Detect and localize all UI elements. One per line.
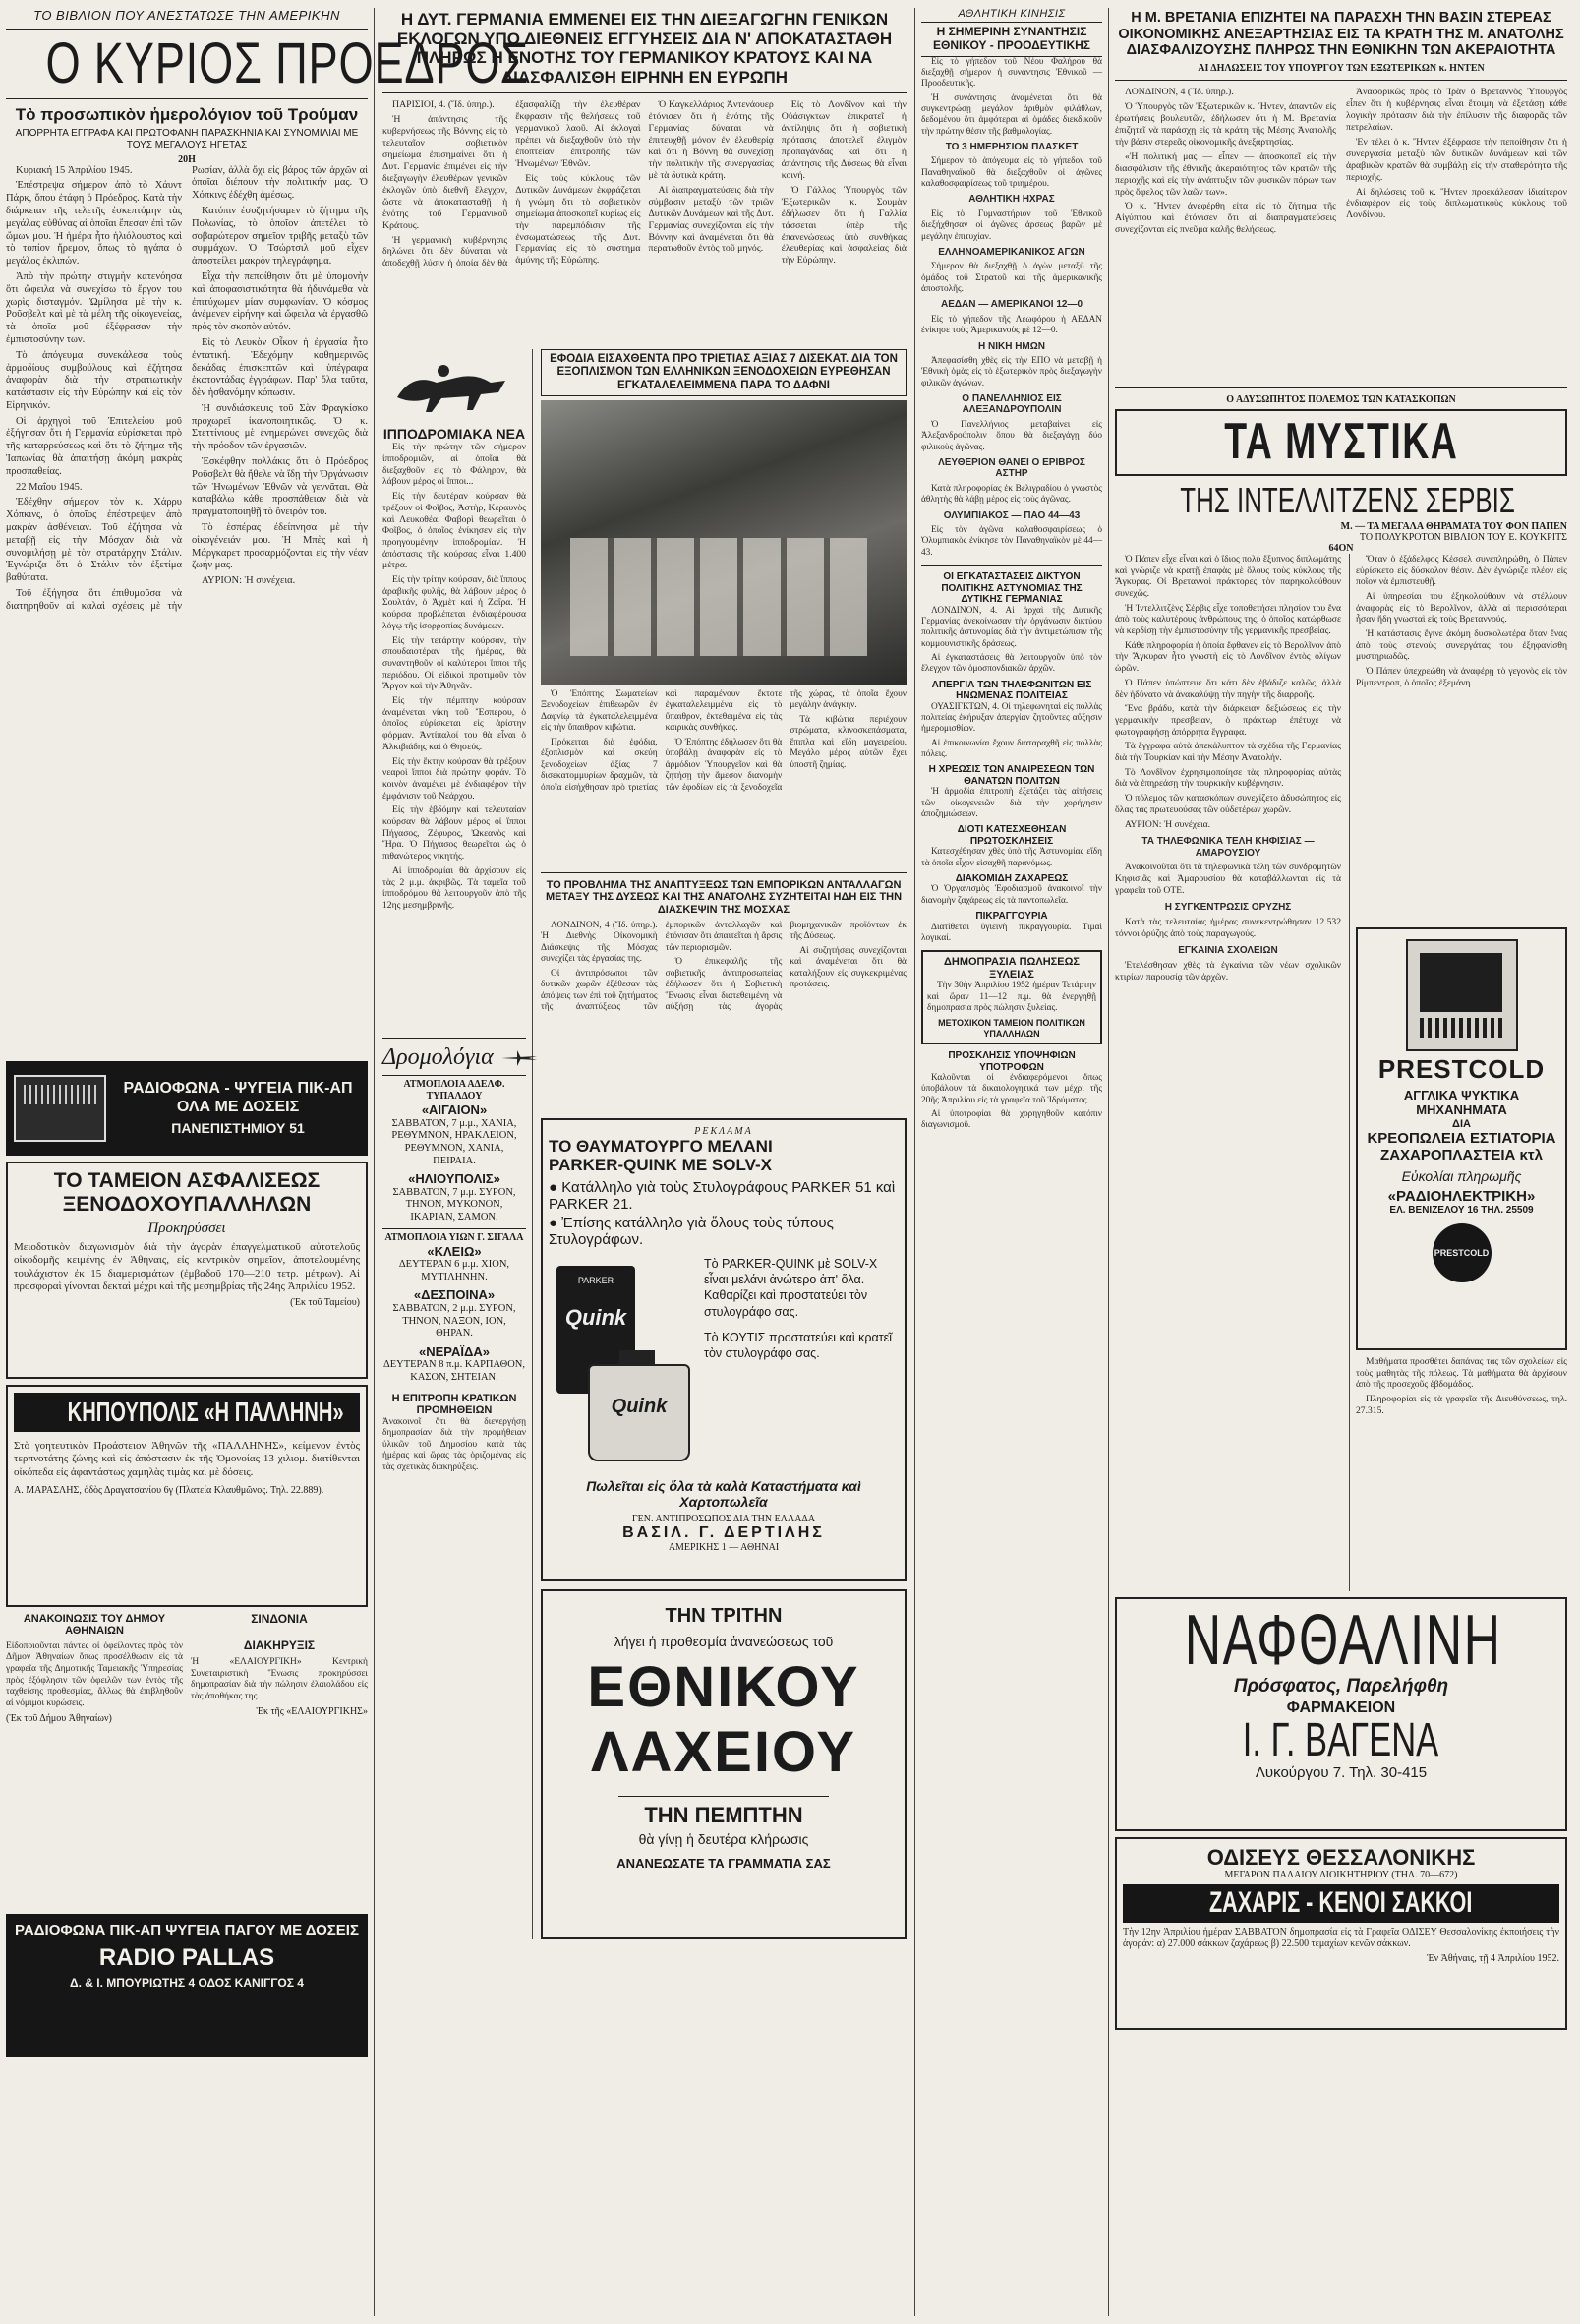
sindonia-title: ΣΙΝΔΟΝΙΑ [251, 1611, 308, 1626]
radio-pallas-name: RADIO PALLAS [98, 1943, 275, 1971]
dromologia-title: Δρομολόγια [382, 1044, 494, 1071]
parker-koutis: Τὸ ΚΟΥΤΙΣ προστατεύει καὶ κρατεῖ τὸν στυλογράφο σας. [704, 1330, 892, 1361]
h-plaket: ΤΟ 3 ΗΜΕΡΗΣΙΟΝ ΠΛΑΣΚΕΤ [945, 141, 1079, 152]
h-dimoprasia-sub: ΜΕΤΟΧΙΚΟΝ ΤΑΜΕΙΟΝ ΠΟΛΙΤΙΚΩΝ ΥΠΑΛΛΗΛΩΝ [938, 1018, 1085, 1039]
ship-name: «ΚΛΕΙΩ» [427, 1243, 482, 1259]
h-panellinios: Ο ΠΑΝΕΛΛΗΝΙΟΣ ΕΙΣ ΑΛΕΞΑΝΔΡΟΥΠΟΛΙΝ [962, 392, 1062, 416]
prestcold-line1: ΑΓΓΛΙΚΑ ΨΥΚΤΙΚΑ ΜΗΧΑΝΗΜΑΤΑ [1403, 1087, 1520, 1117]
odisseus-signature: Ἐν Ἀθήναις, τῇ 4 Ἀπριλίου 1952. [1427, 1952, 1559, 1964]
h-anairesi: Η ΧΡΕΩΣΙΣ ΤΩΝ ΑΝΑΙΡΕΣΕΩΝ ΤΩΝ ΘΑΝΑΤΩΝ ΠΟΛΙΤΩΝ [928, 764, 1095, 787]
britain-sub: ΑΙ ΔΗΛΩΣΕΙΣ ΤΟΥ ΥΠΟΥΡΓΟΥ ΤΩΝ ΕΞΩΤΕΡΙΚΩΝ κ. ΗΝΤΕΝ [1198, 63, 1485, 75]
hippo-title: ΙΠΠΟΔΡΟΜΙΑΚΑ ΝΕΑ [382, 426, 526, 443]
parker-agent-header: ΓΕΝ. ΑΝΤΙΠΡΟΣΩΠΟΣ ΔΙΑ ΤΗΝ ΕΛΛΑΔΑ [631, 1514, 816, 1525]
diakiryxis-title: ΔΙΑΚΗΡΥΞΙΣ [243, 1639, 316, 1653]
ship-detail: ΣΑΒΒΑΤΟΝ, 2 μ.μ. ΣΥΡΟΝ, ΤΗΝΟΝ, ΝΑΞΟΝ, ΙΟΝ, ΘΗΡΑΝ. [392, 1303, 516, 1340]
ship-name: «ΑΙΓΑΙΟΝ» [421, 1102, 488, 1118]
spy-sub2: ΤΟ ΠΟΛΥΚΡΟΤΟΝ ΒΙΒΛΙΟΝ ΤΟΥ Ε. ΚΟΥΚΡΙΤΣ [1359, 531, 1567, 543]
ship-name: «ΝΕΡΑΪΔΑ» [419, 1343, 490, 1359]
h-zaxari: ΔΙΑΚΟΜΙΔΗ ΖΑΧΑΡΕΩΣ [955, 872, 1069, 884]
prestcold-line6: ΕΛ. ΒΕΝΙΖΕΛΟΥ 16 ΤΗΛ. 25509 [1389, 1204, 1534, 1216]
sindonia-block: ΣΙΝΔΟΝΙΑ ΔΙΑΚΗΡΥΞΙΣ Ἡ «ΕΛΑΙΟΥΡΓΙΚΗ» Κεντρικὴ Συνεταιριστικὴ Ἕνωσις προκηρύσσει δημοπρασίαν διὰ τὴν πώλησιν ἐλαιολάδου εἰς τὰς ἀποθήκας της. Ἐκ τῆς «ΕΛΑΙΟΥΡΓΙΚΗΣ» [191, 1611, 368, 1718]
ship-name: «ΗΛΙΟΥΠΟΛΙΣ» [408, 1171, 500, 1187]
lottery-line7: ΑΝΑΝΕΩΣΑΤΕ ΤΑ ΓΡΑΜΜΑΤΙΑ ΣΑΣ [616, 1856, 831, 1872]
parker-line2: PARKER-QUINK ΜΕ SOLV-X [549, 1156, 772, 1175]
tameion-sub: Προκηρύσσει [147, 1220, 226, 1236]
lottery-line6: θὰ γίνῃ ἡ δευτέρα κλήρωσις [638, 1831, 809, 1848]
ad-radio-title: ΡΑΔΙΟΦΩΝΑ - ΨΥΓΕΙΑ ΠΙΚ-ΑΠ ΟΛΑ ΜΕ ΔΟΣΕΙΣ [123, 1080, 353, 1115]
tameion-text: Μειοδοτικὸν διαγωνισμὸν διὰ τὴν ἀγορὰν ἐπαγγελματικοῦ αὐτοτελοῦς οἰκοδομῆς κειμένης ἐν Ἀθήναις, εἰς κεντρικὸν σημεῖον, ἀποτελουμένης τουλάχιστον ἐκ 15 διαμερισμάτων (ἐμβαδοῦ 170—210 τετρ. μέτρων). Αἱ προσφοραὶ γίνονται δεκταὶ μέχρι καὶ τῆς μεσημβρίας τῆς 24ης Ἀπριλίου 1952. [14, 1240, 360, 1293]
h-athlitiki: ΑΘΛΗΤΙΚΗ ΗΧΡΑΣ [968, 194, 1055, 206]
britain-body: ΛΟΝΔΙΝΟΝ, 4 (Ἴδ. ὑπηρ.). Ὁ Ὑπουργὸς τῶν Ἐξωτερικῶν κ. Ἤντεν, ἀπαντῶν εἰς ἐρωτήσεις βουλευτῶν, ἐδήλωσεν ὅτι ἡ Μ. Βρετανία ἐπιζητεῖ νὰ παράσχῃ εἰς τὰ κράτη τῆς Μέσης Ἀνατολῆς τὴν βάσιν στερεᾶς οἰκονομικῆς ἀνεξαρτησίας. «Ἡ πολιτική μας — εἶπεν — ἀποσκοπεῖ εἰς τὴν διασφάλισιν τῆς ἐθνικῆς ἀκεραιότητος τῶν κρατῶν τῆς περιοχῆς καὶ εἰς τὴν ἀνάπτυξιν τῶν φυσικῶν πόρων των πρὸς ὄφελος τῶν λαῶν των». Ὁ κ. Ἤντεν ἀνεφέρθη εἰτα εἰς τὸ ζήτημα τῆς Αἰγύπτου καὶ ἐτόνισεν ὅτι αἱ διαπραγματεύσεις συνεχίζονται εἰς πνεῦμα καλῆς θελήσεως. Ἀναφορικῶς πρὸς τὸ Ἰρὰν ὁ Βρεταννὸς Ὑπουργὸς εἶπεν ὅτι ἡ κυβέρνησις εἶναι ἕτοιμη νὰ ἐξετάσῃ κάθε λογικὴν πρότασιν διὰ τὴν ἐπίλυσιν τῆς διαφορᾶς τῶν πετρελαίων. Ἐν τέλει ὁ κ. Ἤντεν ἐξέφρασε τὴν πεποίθησιν ὅτι ἡ συνεργασία μεταξὺ τῶν δυτικῶν δυνάμεων καὶ τῶν ἀραβικῶν κρατῶν θὰ συμβάλῃ εἰς τὴν σταθερότητα τῆς περιοχῆς. Αἱ δηλώσεις τοῦ κ. Ἤντεν προεκάλεσαν ἰδιαίτερον ἐνδιαφέρον εἰς τοὺς διπλωματικοὺς κύκλους τοῦ Λονδίνου. [1115, 87, 1567, 236]
prestcold-logo-icon: PRESTCOLD [1433, 1223, 1492, 1282]
prestcold-line2: ΔΙΑ [1452, 1117, 1471, 1130]
parker-agent: ΒΑΣΙΛ. Γ. ΔΕΡΤΙΛΗΣ [622, 1524, 825, 1542]
spy-body: Ὁ Πάπεν εἶχε εἶναι καὶ ὁ ἴδιος πολὺ ἔξυπνος διπλωμάτης καὶ γνώριζε νὰ κρατῇ ἐπαφὰς μὲ ὅλους τοὺς κύκλους τῆς Ἄγκυρας. Οἱ Βρεταννοὶ πράκτορες τὸν παρηκολούθουν συνεχῶς. Ἡ Ἰντελλιτζὲνς Σέρβις εἶχε τοποθετήσει πλησίον του ἕνα ἀπὸ τοὺς καλυτέρους ἀνθρώπους της, ὁ ὁποῖος κατώρθωσε νὰ κερδίσῃ τὴν ἐμπιστοσύνην τῆς γερμανικῆς πρεσβείας. Κάθε πληροφορία ἡ ὁποία ἔφθανεν εἰς τὸ Βερολῖνον ἀπὸ τὴν Ἄγκυραν ἦτο γνωστὴ εἰς τὸ Λονδῖνον ἐντὸς ὀλίγων ὡρῶν. Ὁ Πάπεν ὑπώπτευε ὅτι κάτι δὲν ἐβάδιζε καλῶς, ἀλλὰ δὲν ἠδύνατο νὰ ἀνακαλύψῃ τὴν πηγὴν τῆς διαρροῆς. Ἕνα βράδυ, κατὰ τὴν διάρκειαν δεξιώσεως εἰς τὴν γερμανικὴν πρεσβείαν, ὁ πράκτωρ ἐπέτυχε νὰ φωτογραφήσῃ ἀπόρρητα ἔγγραφα. Τὰ ἔγγραφα αὐτὰ ἀπεκάλυπτον τὰ σχέδια τῆς Γερμανίας διὰ τὴν Τουρκίαν καὶ τὴν Μέσην Ἀνατολήν. Τὸ Λονδῖνον ἐχρησιμοποίησε τὰς πληροφορίας αὐτὰς διὰ νὰ ἐπηρεάσῃ τὴν τουρκικὴν κυβέρνησιν. Ὁ πόλεμος τῶν κατασκόπων συνεχίζετο ἀδυσώπητος εἰς ὅλας τὰς πρωτευούσας τῶν οὐδετέρων χωρῶν. ΑΥΡΙΟΝ: Ἡ συνέχεια. ΤΑ ΤΗΛΕΦΩΝΙΚΑ ΤΕΛΗ ΚΗΦΙΣΙΑΣ — ΑΜΑΡΟΥΣΙΟΥ Ἀνακοινοῦται ὅτι τὰ τηλεφωνικὰ τέλη τῶν συνδρομητῶν Κηφισιᾶς καὶ Ἀμαρουσίου θὰ καταβάλλωνται εἰς τὰ γραφεῖα τοῦ ΟΤΕ. Η ΣΥΓΚΕΝΤΡΩΣΙΣ ΟΡΥΖΗΣ Κατὰ τὰς τελευταίας ἡμέρας συνεκεντρώθησαν 12.532 τόννοι ὀρύζης ἀπὸ τοὺς παραγωγούς. ΕΓΚΑΙΝΙΑ ΣΧΟΛΕΙΩΝ Ἐτελέσθησαν χθὲς τὰ ἐγκαίνια τῶν νέων σχολικῶν κτιρίων παρουσίᾳ τῶν ἀρχῶν. [1115, 553, 1341, 983]
spy-sub: Μ. — ΤΑ ΜΕΓΑΛΑ ΘΗΡΑΜΑΤΑ ΤΟΥ ΦΟΝ ΠΑΠΕΝ [1340, 520, 1567, 532]
odisseus-line3: ΖΑΧΑΡΙΣ - ΚΕΝΟΙ ΣΑΚΚΟΙ [1209, 1886, 1473, 1920]
parker-desc: Τὸ PARKER-QUINK μὲ SOLV-X εἶναι μελάνι ἀνώτερο ἀπ' ὅλα. Καθαρίζει καὶ προστατεύει τὸν στυλογράφο σας. [704, 1256, 878, 1319]
parker-sold: Πωλεῖται εἰς ὅλα τὰ καλὰ Καταστήματα καὶ Χαρτοπωλεῖα [586, 1477, 861, 1510]
h-ellinoam: ΕΛΛΗΝΟΑΜΕΡΙΚΑΝΙΚΟΣ ΑΓΩΝ [938, 246, 1085, 258]
ship-detail: ΔΕΥΤΕΡΑΝ 8 π.μ. ΚΑΡΠΑΘΟΝ, ΚΑΣΟΝ, ΣΗΤΕΙΑΝ. [382, 1359, 526, 1383]
ship-schedule-item [382, 1075, 526, 1167]
spy-title2: ΤΗΣ ΙΝΤΕΛΛΙΤΖΕΝΣ ΣΕΡΒΙΣ [1180, 479, 1515, 520]
airplane-icon [499, 1046, 539, 1070]
naftalini-address: Λυκούργου 7. Τηλ. 30-415 [1255, 1764, 1428, 1782]
continued-note: ΑΥΡΙΟΝ: Ἡ συνέχεια. [202, 575, 296, 587]
spy-kicker: Ο ΑΔΥΣΩΠΗΤΟΣ ΠΟΛΕΜΟΣ ΤΩΝ ΚΑΤΑΣΚΟΠΩΝ [1226, 394, 1456, 406]
efodia-body: Ὁ Ἐπόπτης Σωματείων Ξενοδοχείων ἐπιθεωρῶν ἐν Δαφνίῳ τὰ ἐγκαταλελειμμένα εἰς τὴν ὕπαιθρον κιβώτια. Πρόκειται διὰ ἐφόδια, ἐξοπλισμὸν καὶ σκεύη ξενοδοχείων ἀξίας 7 δισεκατομμυρίων δραχμῶν, τὰ ὁποῖα εἰσήχθησαν πρὸ τριετίας καὶ παραμένουν ἔκτοτε ἐγκαταλελειμμένα εἰς τὸ ὕπαιθρον, ἐκτεθειμένα εἰς τὰς καιρικὰς συνθήκας. Ὁ Ἐπόπτης ἐδήλωσεν ὅτι θὰ ὑποβάλῃ ἀναφορὰν εἰς τὸ ἁρμόδιον Ὑπουργεῖον καὶ θὰ ζητήσῃ τὴν ἄμεσον διανομὴν τῶν ἐφοδίων εἰς τὰ ξενοδοχεῖα τῆς χώρας, τὰ ὁποῖα ἔχουν μεγάλην ἀνάγκην. Τὰ κιβώτια περιέχουν στρώματα, κλινοσκεπάσματα, ἔπιπλα καὶ εἴδη μαγειρείου. Μεγάλο μέρος αὐτῶν ἔχει ὑποστῆ ζημίας. [541, 688, 907, 793]
h-pikrag: ΠΙΚΡΑΓΓΟΥΡΙΑ [975, 911, 1048, 923]
ship-schedule-list [382, 1075, 526, 1384]
parker-bullet1: ● Κατάλληλο γιὰ τοὺς Στυλογράφους PARKER 51 καὶ PARKER 21. [549, 1178, 896, 1213]
h-dimoprasia: ΔΗΜΟΠΡΑΣΙΑ ΠΩΛΗΣΕΩΣ ΞΥΛΕΙΑΣ [943, 956, 1081, 981]
h-leftheri: ΛΕΥΘΕΡΙΟΝ ΘΑΝΕΙ Ο ΕΡΙΒΡΟΣ ΑΣΤΗΡ [938, 456, 1085, 480]
h-egkatastasis: ΟΙ ΕΓΚΑΤΑΣΤΑΣΕΙΣ ΔΙΚΤΥΟΝ ΠΟΛΙΤΙΚΗΣ ΑΣΤΥΝΟΜΙΑΣ ΤΗΣ ΔΥΤΙΚΗΣ ΓΕΡΜΑΝΙΑΣ [941, 571, 1083, 606]
spy-continued: ΑΥΡΙΟΝ: Ἡ συνέχεια. [1125, 818, 1211, 830]
date-line: Κυριακή 15 Ἀπριλίου 1945. [16, 164, 133, 176]
prestcold-brand: PRESTCOLD [1377, 1053, 1546, 1084]
refrigerator-icon [1406, 939, 1518, 1051]
ad-dimoprasia: ΔΗΜΟΠΡΑΣΙΑ ΠΩΛΗΣΕΩΣ ΞΥΛΕΙΑΣ Τὴν 30ὴν Ἀπριλίου 1952 ἡμέραν Τετάρτην καὶ ὥραν 11—12 π.μ. θὰ ἐνεργηθῇ δημοπρασία πρὸς πώλησιν ξυλείας. ΜΕΤΟΧΙΚΟΝ ΤΑΜΕΙΟΝ ΠΟΛΙΤΙΚΩΝ ΥΠΑΛΛΗΛΩΝ [921, 950, 1102, 1044]
ship-schedule-item [382, 1344, 526, 1385]
tel-title: ΤΑ ΤΗΛΕΦΩΝΙΚΑ ΤΕΛΗ ΚΗΦΙΣΙΑΣ — ΑΜΑΡΟΥΣΙΟΥ [1141, 836, 1315, 859]
germany-text: Ἡ ἀπάντησις τῆς κυβερνήσεως τῆς Βόννης εἰς τὸ τελευταῖον σοβιετικὸν σημείωμα ἐπισημαίνει ὅτι ἡ Δυτ. Γερμανία ἐπιμένει εἰς τὴν διεξαγωγὴν ἐλευθέρων γενικῶν ἐκλογῶν ὑπὸ διεθνῆ ἔλεγχον, ὥστε νὰ ἀποκατασταθῇ ἡ ἑνότης τοῦ Γερμανικοῦ Κράτους. [382, 114, 508, 231]
diakiryxis-signature: Ἐκ τῆς «ΕΛΑΙΟΥΡΓΙΚΗΣ» [256, 1706, 368, 1718]
ship-company: ΑΤΜΟΠΛΟΙΑ ΑΔΕΛΦ. ΤΥΠΑΛΔΟΥ [382, 1075, 526, 1102]
headline-germany: Η ΔΥΤ. ΓΕΡΜΑΝΙΑ ΕΜΜΕΝΕΙ ΕΙΣ ΤΗΝ ΔΙΕΞΑΓΩΓΗΝ ΓΕΝΙΚΩΝ ΕΚΛΟΓΩΝ ΥΠΟ ΔΙΕΘΝΕΙΣ ΕΓΓΥΗΣΕΙΣ ΔΙΑ Ν' ΑΠΟΚΑΤΑΣΤΑΘΗ ΠΛΗΡΩΣ Η ΕΝΟΤΗΣ ΤΟΥ ΓΕΡΜΑΝΙΚΟΥ ΚΡΑΤΟΥΣ ΚΑΙ ΝΑ ΔΙΑΣΦΑΛΙΣΘΗ ΕΙΡΗΝΗ ΕΝ ΕΥΡΩΠΗ [396, 10, 893, 87]
ship-name: «ΔΕΣΠΟΙΝΑ» [413, 1287, 496, 1303]
h-katesxethi: ΔΙΟΤΙ ΚΑΤΕΣΧΕΘΗΣΑΝ ΠΡΩΤΟΣΚΛΗΣΕΙΣ [957, 824, 1067, 847]
parker-address: ΑΜΕΡΙΚΗΣ 1 — ΑΘΗΝΑΙ [668, 1542, 780, 1554]
ad-radio-pallas [6, 1914, 368, 2057]
odisseus-line2: ΜΕΓΑΡΟΝ ΠΑΛΑΙΟΥ ΔΙΟΙΚΗΤΗΡΙΟΥ (ΤΗΛ. 70—672) [1224, 1870, 1458, 1881]
radio-pallas-address: Δ. & Ι. ΜΠΟΥΡΙΩΤΗΣ 4 ΟΔΟΣ ΚΑΝΙΓΓΟΣ 4 [70, 1976, 304, 1991]
photo-caption: Ὁ Ἐπόπτης Σωματείων Ξενοδοχείων ἐπιθεωρῶν ἐν Δαφνίῳ τὰ ἐγκαταλελειμμένα εἰς τὴν ὕπαιθρον κιβώτια. [541, 688, 658, 734]
problima-title: ΤΟ ΠΡΟΒΛΗΜΑ ΤΗΣ ΑΝΑΠΤΥΞΕΩΣ ΤΩΝ ΕΜΠΟΡΙΚΩΝ ΑΝΤΑΛΛΑΓΩΝ ΜΕΤΑΞΥ ΤΗΣ ΔΥΣΕΩΣ ΚΑΙ ΤΗΣ ΑΝΑΤΟΛΗΣ ΣΥΖΗΤΕΙΤΑΙ ΗΔΗ ΕΙΣ ΤΗΝ ΔΙΑΣΚΕΨΙΝ ΤΗΣ ΜΟΣΧΑΣ [545, 878, 903, 917]
horse-race-icon [382, 353, 526, 422]
parker-box-label: PARKER [577, 1275, 614, 1285]
ad-radiofona [6, 1061, 368, 1156]
ad-radio-address: ΠΑΝΕΠΙΣΤΗΜΙΟΥ 51 [171, 1119, 305, 1136]
anakoinosis-block: ΑΝΑΚΟΙΝΩΣΙΣ ΤΟΥ ΔΗΜΟΥ ΑΘΗΝΑΙΩΝ Εἰδοποιοῦνται πάντες οἱ ὀφείλοντες πρὸς τὸν Δῆμον Ἀθηναίων ὅπως προσέλθωσιν εἰς τὰ γραφεῖα τῆς Δημοτικῆς Ταμειακῆς Ὑπηρεσίας πρὸς ἐξόφλησιν τῶν ὀφειλῶν των ἐντὸς τῆς ταχθείσης προθεσμίας, ἄλλως θὰ ἐπιβληθοῦν αἱ νόμιμοι κυρώσεις. (Ἐκ τοῦ Δήμου Ἀθηναίων) [6, 1612, 183, 1725]
parker-line1: ΤΟ ΘΑΥΜΑΤΟΥΡΓΟ ΜΕΛΑΝΙ [549, 1136, 773, 1156]
quink-box-label: Quink [564, 1304, 627, 1330]
epitropi-title: Η ΕΠΙΤΡΟΠΗ ΚΡΑΤΙΚΩΝ ΠΡΟΜΗΘΕΙΩΝ [391, 1392, 517, 1417]
hippo-text: Εἰς τὴν πρώτην τῶν σήμερον ἱπποδρομιῶν, αἱ ὁποῖαι θὰ διεξαχθοῦν εἰς τὸ Φάληρον, θὰ λάβουν μέρος οἱ ἵπποι... [382, 442, 526, 488]
naftalini-sub: Πρόσφατος, Παρελήφθη [1233, 1675, 1449, 1697]
spy-title: ΤΑ ΜΥΣΤΙΚΑ [1224, 413, 1458, 471]
ship-schedule-item [382, 1228, 526, 1284]
column-middle: Η ΔΥΤ. ΓΕΡΜΑΝΙΑ ΕΜΜΕΝΕΙ ΕΙΣ ΤΗΝ ΔΙΕΞΑΓΩΓΗΝ ΓΕΝΙΚΩΝ ΕΚΛΟΓΩΝ ΥΠΟ ΔΙΕΘΝΕΙΣ ΕΓΓΥΗΣΕΙΣ ΔΙΑ Ν' ΑΠΟΚΑΤΑΣΤΑΘΗ ΠΛΗΡΩΣ Η ΕΝΟΤΗΣ ΤΟΥ ΓΕΡΜΑΝΙΚΟΥ ΚΡΑΤΟΥΣ ΚΑΙ ΝΑ ΔΙΑΣΦΑΛΙΣΘΗ ΕΙΡΗΝΗ ΕΝ ΕΥΡΩΠΗ ΠΑΡΙΣΙΟΙ, 4. (Ἴδ. ὑπηρ.). Ἡ ἀπάντησις τῆς κυβερνήσεως τῆς Βόννης εἰς τὸ τελευταῖον σοβιετικὸν σημείωμα ἐπισημαίνει ὅτι ἡ Δυτ. Γερμανία ἐπιμένει εἰς τὴν διεξαγωγὴν ἐλευθέρων γενικῶν ἐκλογῶν ὑπὸ διεθνῆ ἔλεγχον, ὥστε νὰ ἀποκατασταθῇ ἡ ἑνότης τοῦ Γερμανικοῦ Κράτους. Ἡ γερμανικὴ κυβέρνησις δηλώνει ὅτι δὲν δύναται νὰ ἀποδεχθῇ λύσιν ἡ ὁποία δὲν θὰ ἐξασφαλίζῃ τὴν ἐλευθέραν ἔκφρασιν τῆς θελήσεως τοῦ γερμανικοῦ λαοῦ. Αἱ ἐκλογαὶ πρέπει νὰ διεξαχθοῦν ὑπὸ τὴν ἐποπτείαν ἐπιτροπῆς τῶν Ἡνωμένων Ἐθνῶν. Εἰς τοὺς κύκλους τῶν Δυτικῶν Δυνάμεων ἐκφράζεται ἡ γνώμη ὅτι τὸ σοβιετικὸν σημείωμα ἀποσκοπεῖ κυρίως εἰς τὴν παρεμπόδισιν τῆς ἐνσωματώσεως τῆς Δυτ. Γερμανίας εἰς τὸ σύστημα ἀμύνης τῆς Εὐρώπης. Ὁ Καγκελλάριος Ἀντενάουερ ἐτόνισεν ὅτι ἡ ἑνότης τῆς Γερμανίας δύναται νὰ ἐπιτευχθῇ μόνον ἐν ἐλευθερίᾳ καὶ ὅτι ἡ Βόννη θὰ συνεχίσῃ τὴν πολιτικὴν τῆς συνεργασίας μὲ τὰ δυτικὰ κράτη. Αἱ διαπραγματεύσεις διὰ τὴν σύμβασιν μεταξὺ τῶν τριῶν Δυτικῶν Δυνάμεων καὶ τῆς Δυτ. Γερμανίας συνεχίζονται εἰς τὴν Βόννην καὶ ἀναμένεται ὅτι θὰ περατωθοῦν ἐντὸς τοῦ μηνός. Εἰς τὸ Λονδῖνον καὶ τὴν Οὐάσιγκτων ἐπικρατεῖ ἡ ἀντίληψις ὅτι ἡ σοβιετικὴ πρότασις ἀποτελεῖ ἐλιγμὸν προπαγάνδας καὶ ὅτι ἡ ἀπάντησις τῆς Δύσεως θὰ εἶναι κοινή. Ὁ Γάλλος Ὑπουργὸς τῶν Ἐξωτερικῶν κ. Σουμὰν ἐδήλωσεν ὅτι ἡ Γαλλία τάσσεται ὑπὲρ τῆς ἐπανενώσεως ὑπὸ συνθήκας ἐλευθερίας καὶ ἀσφαλείας διὰ τὴν Εὐρώπην. ΙΠΠΟΔΡΟΜΙΑΚΑ ΝΕΑ Εἰς τὴν πρώτην τῶν σήμερον ἱπποδρομιῶν, αἱ ὁποῖαι θὰ διεξαχθοῦν εἰς τὸ Φάληρον, θὰ λάβουν μέρος οἱ ἵπποι... Εἰς τὴν δευτέραν κούρσαν θὰ τρέξουν οἱ Φοῖβος, Ἀστὴρ, Κεραυνὸς καὶ Λευκοθέα. Φαβορὶ θεωρεῖται ὁ Φοῖβος, ὁ ὁποῖος ἐνίκησεν εἰς τὴν προηγουμένην ἱπποδρομίαν. Ἡ ἀπόστασις τῆς κούρσας εἶναι 1.400 μέτρα. Εἰς τὴν τρίτην κούρσαν, διὰ ἵππους ἀραβικῆς φυλῆς, θὰ λάβουν μέρος ὁ Σουλτάν, ὁ Ἀχμὲτ καὶ ἡ Ζαΐρα. Ἡ κούρσα προβλέπεται ἐνδιαφέρουσα λόγῳ τῆς ἰσορροπίας δυνάμεων. Εἰς τὴν τετάρτην κούρσαν, τὴν σπουδαιοτέραν τῆς ἡμέρας, θὰ συναντηθοῦν οἱ καλύτεροι ἵπποι τῆς περιόδου. Οἱ εἰδικοὶ προτιμοῦν τὸν Ἄργον καὶ τὴν Ἀθηνᾶν. Εἰς τὴν πέμπτην κούρσαν ἀναμένεται νίκη τοῦ Ἔσπερου, ὁ ὁποῖος εὑρίσκεται εἰς ἀρίστην φόρμαν. Ἀντίπαλοί του θὰ εἶναι ὁ Ἀλκιβιάδης καὶ ὁ Θησεύς. Εἰς τὴν ἕκτην κούρσαν θὰ τρέξουν νεαροὶ ἵπποι διὰ πρώτην φοράν. Τὸ κοινὸν ἀναμένει μὲ ἐνδιαφέρον τὴν ἐμφάνισιν τοῦ Νεάρχου. Εἰς τὴν ἑβδόμην καὶ τελευταίαν κούρσαν θὰ λάβουν μέρος οἱ ἵπποι Πήγασος, Ζέφυρος, Ὠκεανὸς καὶ Ἥρα. Ὁ Πήγασος θεωρεῖται ὡς ὁ πιθανώτερος νικητής. Αἱ ἱπποδρομίαι θὰ ἀρχίσουν εἰς τὰς 2 μ.μ. ἀκριβῶς. Τὰ ταμεῖα τοῦ ἱπποδρόμου θὰ λειτουργοῦν ἀπὸ τῆς 12ης μεσημβρινῆς. Δρομολόγια ΑΤΜΟΠΛΟΙΑ ΑΔΕΛΦ. ΤΥΠΑΛΔΟΥ «ΑΙΓΑΙΟΝ» ΣΑΒΒΑΤΟΝ, 7 μ.μ., ΧΑΝΙΑ, ΡΕΘΥΜΝΟΝ, ΗΡΑΚΛΕΙΟΝ, ΡΕΘΥΜΝΟΝ, ΧΑΝΙΑ, ΠΕΙΡΑΙΑ. «ΗΛΙΟΥΠΟΛΙΣ» ΣΑΒΒΑΤΟΝ, 7 μ.μ. ΣΥΡΟΝ, ΤΗΝΟΝ, ΜΥΚΟΝΟΝ, ΙΚΑΡΙΑΝ, ΣΑΜΟΝ. ΑΤΜΟΠΛΟΙΑ ΥΙΩΝ Γ. ΣΙΓΑΛΑ «ΚΛΕΙΩ» ΔΕΥΤΕΡΑΝ 6 μ.μ. ΧΙΟΝ, ΜΥΤΙΛΗΝΗΝ. «ΔΕΣΠΟΙΝΑ» ΣΑΒΒΑΤΟΝ, 2 μ.μ. ΣΥΡΟΝ, ΤΗΝΟΝ, ΝΑΞΟΝ, ΙΟΝ, ΘΗΡΑΝ. «ΝΕΡΑΪΔΑ» ΔΕΥΤΕΡΑΝ 8 π.μ. ΚΑΡΠΑΘΟΝ, ΚΑΣΟΝ, ΣΗΤΕΙΑΝ. Η ΕΠΙΤΡΟΠΗ ΚΡΑΤΙΚΩΝ ΠΡΟΜΗΘΕΙΩΝ Ἀνακοινοῖ ὅτι θὰ διενεργήσῃ δημοπρασίαν διὰ τὴν προμήθειαν ὑλικῶν τοῦ Δημοσίου κατὰ τὰς ἡμέρας καὶ ὥρας τὰς ὁριζομένας εἰς τὰς σχετικὰς διακηρύξεις. ΕΦΟΔΙΑ ΕΙΣΑΧΘΕΝΤΑ ΠΡΟ ΤΡΙΕΤΙΑΣ ΑΞΙΑΣ 7 ΔΙΣΕΚΑΤ. ΔΙΑ ΤΟΝ ΕΞΟΠΛΙΣΜΟΝ ΤΩΝ ΕΛΛΗΝΙΚΩΝ ΞΕΝΟΔΟΧΕΙΩΝ ΕΥΡΕΘΗΣΑΝ ΕΓΚΑΤΑΛΕΛΕΙΜΜΕΝΑ ΠΑΡΑ ΤΟ ΔΑΦΝΙ Ὁ Ἐπόπτης Σωματείων Ξενοδοχείων ἐπιθεωρῶν ἐν Δαφνίῳ τὰ ἐγκαταλελειμμένα εἰς τὴν ὕπαιθρον κιβώτια. Πρόκειται διὰ ἐφόδια, ἐξοπλισμὸν καὶ σκεύη ξενοδοχείων ἀξίας 7 δισεκατομμυρίων δραχμῶν, τὰ ὁποῖα εἰσήχθησαν πρὸ τριετίας καὶ παραμένουν ἔκτοτε ἐγκαταλελειμμένα εἰς τὸ ὕπαιθρον, ἐκτεθειμένα εἰς τὰς καιρικὰς συνθήκας. Ὁ Ἐπόπτης ἐδήλωσεν ὅτι θὰ ὑποβάλῃ ἀναφορὰν εἰς τὸ ἁρμόδιον Ὑπουργεῖον καὶ θὰ ζητήσῃ τὴν ἄμεσον διανομὴν τῶν ἐφοδίων εἰς τὰ ξενοδοχεῖα τῆς χώρας, τὰ ὁποῖα ἔχουν μεγάλην ἀνάγκην. Τὰ κιβώτια περιέχουν στρώματα, κλινοσκεπάσματα, ἔπιπλα καὶ εἴδη μαγειρείου. Μεγάλο μέρος αὐτῶν ἔχει ὑποστῆ ζημίας. ΤΟ ΠΡΟΒΛΗΜΑ ΤΗΣ ΑΝΑΠΤΥΞΕΩΣ ΤΩΝ ΕΜΠΟΡΙΚΩΝ ΑΝΤΑΛΛΑΓΩΝ ΜΕΤΑΞΥ ΤΗΣ ΔΥΣΕΩΣ ΚΑΙ ΤΗΣ ΑΝΑΤΟΛΗΣ ΣΥΖΗΤΕΙΤΑΙ ΗΔΗ ΕΙΣ ΤΗΝ ΔΙΑΣΚΕΨΙΝ ΤΗΣ ΜΟΣΧΑΣ ΛΟΝΔΙΝΟΝ, 4 (Ἴδ. ὑπηρ.). Ἡ Διεθνὴς Οἰκονομικὴ Διάσκεψις τῆς Μόσχας συνεχίζει τὰς ἐργασίας της. Οἱ ἀντιπρόσωποι τῶν δυτικῶν χωρῶν ἐξέθεσαν τὰς ἀπόψεις των ἐπὶ τοῦ ζητήματος τῆς ἀναπτύξεως τῶν ἐμπορικῶν ἀνταλλαγῶν καὶ ἐτόνισαν ὅτι ἀπαιτεῖται ἡ ἄρσις τῶν περιορισμῶν. Ὁ ἐπικεφαλῆς τῆς σοβιετικῆς ἀντιπροσωπείας ἐδήλωσεν ὅτι ἡ Σοβιετικὴ Ἕνωσις εἶναι διατεθειμένη νὰ αὐξήσῃ τὰς ἀγορὰς βιομηχανικῶν προϊόντων ἐκ τῆς Δύσεως. Αἱ συζητήσεις συνεχίζονται καὶ ἀναμένεται ὅτι θὰ καταλήξουν εἰς συγκεκριμένας προτάσεις. ΡΕΚΛΑΜΑ ΤΟ ΘΑΥΜΑΤΟΥΡΓΟ ΜΕΛΑΝΙ PARKER-QUINK ΜΕ SOLV-X ● Κατάλληλο γιὰ τοὺς Στυλογράφους PARKER 51 καὶ PARKER 21. ● Ἐπίσης κατάλληλο γιὰ ὅλους τοὺς τύπους Στυλογράφων. PARKER Quink Quink Τὸ PARKER-QUINK μὲ SOLV-X εἶναι μελάνι ἀνώτερο ἀπ' ὅλα. Καθαρίζει καὶ προστατεύει τὸν στυλογράφο σας. Τὸ ΚΟΥΤΙΣ προστατεύει καὶ κρατεῖ τὸν στυλογράφο σας. Πωλεῖται εἰς ὅλα τὰ καλὰ Καταστήματα καὶ Χαρτοπωλεῖα ΓΕΝ. ΑΝΤΙΠΡΟΣΩΠΟΣ ΔΙΑ ΤΗΝ ΕΛΛΑΔΑ ΒΑΣΙΛ. Γ. ΔΕΡΤΙΛΗΣ ΑΜΕΡΙΚΗΣ 1 — ΑΘΗΝΑΙ ΤΗΝ ΤΡΙΤΗΝ λήγει ἡ προθεσμία ἀνανεώσεως τοῦ ΕΘΝΙΚΟΥ ΛΑΧΕΙΟΥ ΤΗΝ ΠΕΜΠΤΗΝ θὰ γίνῃ ἡ δευτέρα κλήρωσις ΑΝΑΝΕΩΣΑΤΕ ΤΑ ΓΡΑΜΜΑΤΙΑ ΣΑΣ [375, 0, 914, 2324]
anakoinosis-signature: (Ἐκ τοῦ Δήμου Ἀθηναίων) [6, 1713, 112, 1725]
ad-odisseus [1115, 1837, 1567, 2030]
subheadline: Τὸ προσωπικὸν ἡμερολόγιον τοῦ Τρούμαν [15, 105, 359, 124]
meeting-title: Η ΣΗΜΕΡΙΝΗ ΣΥΝΑΝΤΗΣΙΣ ΕΘΝΙΚΟΥ - ΠΡΟΟΔΕΥΤΙΚΗΣ [921, 22, 1102, 57]
column-britain: Η Μ. ΒΡΕΤΑΝΙΑ ΕΠΙΖΗΤΕΙ ΝΑ ΠΑΡΑΣΧΗ ΤΗΝ ΒΑΣΙΝ ΣΤΕΡΕΑΣ ΟΙΚΟΝΟΜΙΚΗΣ ΑΝΕΞΑΡΤΗΣΙΑΣ ΕΙΣ ΤΑ ΚΡΑΤΗ ΤΗΣ Μ. ΑΝΑΤΟΛΗΣ ΔΙΑΣΦΑΛΙΖΟΥΣΗΣ ΠΛΗΡΩΣ ΤΗΝ ΕΘΝΙΚΗΝ ΤΩΝ ΑΚΕΡΑΙΟΤΗΤΑ ΑΙ ΔΗΛΩΣΕΙΣ ΤΟΥ ΥΠΟΥΡΓΟΥ ΤΩΝ ΕΞΩΤΕΡΙΚΩΝ κ. ΗΝΤΕΝ ΛΟΝΔΙΝΟΝ, 4 (Ἴδ. ὑπηρ.). Ὁ Ὑπουργὸς τῶν Ἐξωτερικῶν κ. Ἤντεν, ἀπαντῶν εἰς ἐρωτήσεις βουλευτῶν, ἐδήλωσεν ὅτι ἡ Μ. Βρετανία ἐπιζητεῖ νὰ παράσχῃ εἰς τὰ κράτη τῆς Μέσης Ἀνατολῆς τὴν βάσιν στερεᾶς οἰκονομικῆς ἀνεξαρτησίας. «Ἡ πολιτική μας — εἶπεν — ἀποσκοπεῖ εἰς τὴν διασφάλισιν τῆς ἐθνικῆς ἀκεραιότητος τῶν κρατῶν τῆς περιοχῆς καὶ εἰς τὴν ἀνάπτυξιν τῶν φυσικῶν πόρων των πρὸς ὄφελος τῶν λαῶν των». Ὁ κ. Ἤντεν ἀνεφέρθη εἰτα εἰς τὸ ζήτημα τῆς Αἰγύπτου καὶ ἐτόνισεν ὅτι αἱ διαπραγματεύσεις συνεχίζονται εἰς πνεῦμα καλῆς θελήσεως. Ἀναφορικῶς πρὸς τὸ Ἰρὰν ὁ Βρεταννὸς Ὑπουργὸς εἶπεν ὅτι ἡ κυβέρνησις εἶναι ἕτοιμη νὰ ἐξετάσῃ κάθε λογικὴν πρότασιν διὰ τὴν ἐπίλυσιν τῆς διαφορᾶς τῶν πετρελαίων. Ἐν τέλει ὁ κ. Ἤντεν ἐξέφρασε τὴν πεποίθησιν ὅτι ἡ συνεργασία μεταξὺ τῶν δυτικῶν δυνάμεων καὶ τῶν ἀραβικῶν κρατῶν θὰ συμβάλῃ εἰς τὴν σταθερότητα τῆς περιοχῆς. Αἱ δηλώσεις τοῦ κ. Ἤντεν προεκάλεσαν ἰδιαίτερον ἐνδιαφέρον εἰς τοὺς διπλωματικοὺς κύκλους τοῦ Λονδίνου. Ο ΑΔΥΣΩΠΗΤΟΣ ΠΟΛΕΜΟΣ ΤΩΝ ΚΑΤΑΣΚΟΠΩΝ ΤΑ ΜΥΣΤΙΚΑ ΤΗΣ ΙΝΤΕΛΛΙΤΖΕΝΣ ΣΕΡΒΙΣ Μ. — ΤΑ ΜΕΓΑΛΑ ΘΗΡΑΜΑΤΑ ΤΟΥ ΦΟΝ ΠΑΠΕΝ ΤΟ ΠΟΛΥΚΡΟΤΟΝ ΒΙΒΛΙΟΝ ΤΟΥ Ε. ΚΟΥΚΡΙΤΣ 64ΟΝ Ὁ Πάπεν εἶχε εἶναι καὶ ὁ ἴδιος πολὺ ἔξυπνος διπλωμάτης καὶ γνώριζε νὰ κρατῇ ἐπαφὰς μὲ ὅλους τοὺς κύκλους τῆς Ἄγκυρας. Οἱ Βρεταννοὶ πράκτορες τὸν παρηκολούθουν συνεχῶς. Ἡ Ἰντελλιτζὲνς Σέρβις εἶχε τοποθετήσει πλησίον του ἕνα ἀπὸ τοὺς καλυτέρους ἀνθρώπους της, ὁ ὁποῖος κατώρθωσε νὰ κερδίσῃ τὴν ἐμπιστοσύνην τῆς γερμανικῆς πρεσβείας. Κάθε πληροφορία ἡ ὁποία ἔφθανεν εἰς τὸ Βερολῖνον ἀπὸ τὴν Ἄγκυραν ἦτο γνωστὴ εἰς τὸ Λονδῖνον ἐντὸς ὀλίγων ὡρῶν. Ὁ Πάπεν ὑπώπτευε ὅτι κάτι δὲν ἐβάδιζε καλῶς, ἀλλὰ δὲν ἠδύνατο νὰ ἀνακαλύψῃ τὴν πηγὴν τῆς διαρροῆς. Ἕνα βράδυ, κατὰ τὴν διάρκειαν δεξιώσεως εἰς τὴν γερμανικὴν πρεσβείαν, ὁ πράκτωρ ἐπέτυχε νὰ φωτογραφήσῃ ἀπόρρητα ἔγγραφα. Τὰ ἔγγραφα αὐτὰ ἀπεκάλυπτον τὰ σχέδια τῆς Γερμανίας διὰ τὴν Τουρκίαν καὶ τὴν Μέσην Ἀνατολήν. Τὸ Λονδῖνον ἐχρησιμοποίησε τὰς πληροφορίας αὐτὰς διὰ νὰ ἐπηρεάσῃ τὴν τουρκικὴν κυβέρνησιν. Ὁ πόλεμος τῶν κατασκόπων συνεχίζετο ἀδυσώπητος εἰς ὅλας τὰς πρωτευούσας τῶν οὐδετέρων χωρῶν. ΑΥΡΙΟΝ: Ἡ συνέχεια. ΤΑ ΤΗΛΕΦΩΝΙΚΑ ΤΕΛΗ ΚΗΦΙΣΙΑΣ — ΑΜΑΡΟΥΣΙΟΥ Ἀνακοινοῦται ὅτι τὰ τηλεφωνικὰ τέλη τῶν συνδρομητῶν Κηφισιᾶς καὶ Ἀμαρουσίου θὰ καταβάλλωνται εἰς τὰ γραφεῖα τοῦ ΟΤΕ. Η ΣΥΓΚΕΝΤΡΩΣΙΣ ΟΡΥΖΗΣ Κατὰ τὰς τελευταίας ἡμέρας συνεκεντρώθησαν 12.532 τόννοι ὀρύζης ἀπὸ τοὺς παραγωγούς. ΕΓΚΑΙΝΙΑ ΣΧΟΛΕΙΩΝ Ἐτελέσθησαν χθὲς τὰ ἐγκαίνια τῶν νέων σχολικῶν κτιρίων παρουσίᾳ τῶν ἀρχῶν. Ὅταν ὁ ἐξάδελφος Κέσσελ συνεπληρώθη, ὁ Πάπεν εὑρίσκετο εἰς δύσκολον θέσιν. Δὲν ἐγνώριζε πλέον εἰς ποῖον νὰ ἐμπιστευθῇ. Αἱ ὑπηρεσίαι του ἐξηκολούθουν νὰ στέλλουν ἀναφορὰς εἰς τὸ Βερολῖνον, ἀλλὰ αἱ περισσότεραι ἦσαν ἤδη γνωσταὶ εἰς τοὺς Βρεταννούς. Ἡ κατάστασις ἔγινε ἀκόμη δυσκολωτέρα ὅταν ἕνας ἀπὸ τοὺς στενοὺς συνεργάτας του ἐξηφανίσθη μυστηριωδῶς. Ὁ Πάπεν ὑπεχρεώθη νὰ ἀναφέρῃ τὸ γεγονὸς εἰς τὸν Ρίμπεντροπ, ὁ ὁποῖος ἐξεμάνη. PRESTCOLD ΑΓΓΛΙΚΑ ΨΥΚΤΙΚΑ ΜΗΧΑΝΗΜΑΤΑ ΔΙΑ ΚΡΕΟΠΩΛΕΙΑ ΕΣΤΙΑΤΟΡΙΑ ΖΑΧΑΡΟΠΛΑΣΤΕΙΑ κτλ Εὐκολίαι πληρωμῆς «ΡΑΔΙΟΗΛΕΚΤΡΙΚΗ» ΕΛ. ΒΕΝΙΖΕΛΟΥ 16 ΤΗΛ. 25509 PRESTCOLD Μαθήματα προσθέτει δαπάνας τὰς τῶν σχολείων εἰς τοὺς μαθητὰς τῆς πόλεως. Τὰ μαθήματα θὰ ἀρχίσουν ἀπὸ τῆς προσεχοῦς ἑβδομάδος. Πληροφορίαι εἰς τὰ γραφεῖα τῆς Διευθύνσεως, τηλ. 27.315. ΝΑΦΘΑΛΙΝΗ Πρόσφατος, Παρελήφθη ΦΑΡΜΑΚΕΙΟΝ Ι. Γ. ΒΑΓΕΝΑ Λυκούργου 7. Τηλ. 30-415 ΟΔΙΣΕΥΣ ΘΕΣΣΑΛΟΝΙΚΗΣ ΜΕΓΑΡΟΝ ΠΑΛΑΙΟΥ ΔΙΟΙΚΗΤΗΡΙΟΥ (ΤΗΛ. 70—672) ΖΑΧΑΡΙΣ - ΚΕΝΟΙ ΣΑΚΚΟΙ Τὴν 12ην Ἀπριλίου ἡμέραν ΣΑΒΒΑΤΟΝ δημοπρασία εἰς τὰ Γραφεῖα ΟΔΙΣΕΥ Θεσσαλονίκης ἐκποιήσεις τὴν ἀγοράν: α) 27.000 σάκκων ζαχάρεως β) 22.500 τεμαχίων κενῶν σάκκων. Ἐν Ἀθήναις, τῇ 4 Ἀπριλίου 1952. [1109, 0, 1573, 2324]
ship-detail: ΔΕΥΤΕΡΑΝ 6 μ.μ. ΧΙΟΝ, ΜΥΤΙΛΗΝΗΝ. [398, 1259, 510, 1282]
ad-prestcold [1356, 927, 1567, 1350]
photo-crates [541, 400, 907, 685]
truman-article-body: Κυριακή 15 Ἀπριλίου 1945. Ἐπέστρεψα σήμερον ἀπὸ τὸ Χάυντ Πάρκ, ὅπου ἐτάφη ὁ Πρόεδρος. Κατὰ τὴν διάρκειαν τῆς τελετῆς ἐσκεπτόμην τὰς μεγάλας εὐθύνας αἱ ὁποῖαι ἔπεσαν ἐπὶ τῶν ὤμων μου. Ἡ ἡμέρα ἦτο ἡλιόλουστος καὶ τὸ τοπίον ἤρεμον, ὅπως τὸ ἠγάπα ὁ μεγάλος ἐκλιπών. Ἀπὸ τὴν πρώτην στιγμὴν κατενόησα ὅτι ὤφειλα νὰ συνεχίσω τὸ ἔργον του χωρὶς δισταγμόν. Ὡμίλησα μὲ τὴν κ. Ροῦσβελτ καὶ μὲ τὰ μέλη τῆς οἰκογενείας, τὰ ὁποῖα μοῦ ἐξέφρασαν τὴν ἐμπιστοσύνην των. Τὸ ἀπόγευμα συνεκάλεσα τοὺς ἀρμοδίους συμβούλους καὶ ἐζήτησα ἀναφορὰν διὰ τὴν στρατιωτικὴν κατάστασιν εἰς τὴν Εὐρώπην καὶ εἰς τὸν Εἰρηνικόν. Οἱ ἀρχηγοὶ τοῦ Ἐπιτελείου μοῦ ἐξήγησαν ὅτι ἡ Γερμανία εὑρίσκεται πρὸ τῆς καταρρεύσεως καὶ ὅτι τὸ ζήτημα τῆς Ἰαπωνίας θὰ ἀπαιτήσῃ ἀκόμη μακρὰς προσπαθείας. 22 Μαΐου 1945. Ἐδέχθην σήμερον τὸν κ. Χάρρυ Χόπκινς, ὁ ὁποῖος ἐπέστρεψεν ἀπὸ μακρὰν ἀσθένειαν. Τοῦ ἐζήτησα νὰ μεταβῇ εἰς τὴν Μόσχαν διὰ νὰ συνομιλήσῃ μὲ τὸν στρατάρχην Στάλιν. Ἐγνώριζα ὅτι ὁ Στάλιν τὸν ἐξετίμα βαθύτατα. Τοῦ ἐξήγησα ὅτι ἐπιθυμοῦσα νὰ διατηρηθοῦν αἱ καλαὶ σχέσεις μὲ τὴν Ρωσίαν, ἀλλὰ ὄχι εἰς βάρος τῶν ἀρχῶν αἱ ὁποῖαι διέπουν τὴν πολιτικήν μας. Ὁ Χόπκινς ἐδέχθη ἀμέσως. Κατόπιν ἐσυζητήσαμεν τὸ ζήτημα τῆς Πολωνίας, τὸ ὁποῖον ἀπετέλει τὸ σοβαρώτερον σημεῖον τριβῆς μεταξὺ τῶν συμμάχων. Ὁ Τσώρτσιλ μοῦ εἶχεν ἀποστείλει μακρὸν τηλεγράφημα. Εἶχα τὴν πεποίθησιν ὅτι μὲ ὑπομονὴν καὶ ἀποφασιστικότητα θὰ ἠδυνάμεθα νὰ ἐπιτύχωμεν μίαν συμφωνίαν. Ὁ κόσμος ἀνέμενεν εἰρήνην καὶ ὤφειλα νὰ ἐργασθῶ πρὸς τὸν σκοπὸν αὐτόν. Εἰς τὸ Λευκὸν Οἶκον ἡ ἐργασία ἦτο ἐντατική. Ἐδεχόμην καθημερινῶς δεκάδας ἐπισκεπτῶν καὶ ὑπέγραφα ἑκατοντάδας ἐγγράφων. Παρ' ὅλα ταῦτα, δὲν ἠσθανόμην κόπωσιν. Ἡ συνδιάσκεψις τοῦ Σὰν Φραγκίσκο προχωρεῖ ἱκανοποιητικῶς. Ὁ κ. Στεττίνιους μὲ ἐνημερώνει συνεχῶς διὰ τὴν πρόοδον τῶν ἐργασιῶν. Ἐσκέφθην πολλάκις ὅτι ὁ Πρόεδρος Ροῦσβελτ θὰ ἤθελε νὰ ἴδῃ τὴν Ὀργάνωσιν τῶν Ἡνωμένων Ἐθνῶν νὰ γεννᾶται. Θὰ καταβάλω κάθε προσπάθειαν διὰ νὰ πραγματοποιηθῇ τὸ ὄνειρόν του. Τὸ ἑσπέρας ἐδείπνησα μὲ τὴν οἰκογένειάν μου. Ἡ Μπὲς καὶ ἡ Μάργκαρετ προσαρμόζονται εἰς τὴν νέαν ζωήν μας. ΑΥΡΙΟΝ: Ἡ συνέχεια. [6, 164, 368, 612]
reklama-label: ΡΕΚΛΑΜΑ [694, 1125, 753, 1137]
lottery-line2: λήγει ἡ προθεσμία ἀνανεώσεως τοῦ [614, 1633, 834, 1649]
kipoupolis-text: Στὸ γοητευτικὸν Προάστειον Ἀθηνῶν τῆς «ΠΑΛΛΗΝΗΣ», κείμενον ἐντὸς τερπνοτάτης ζώνης καὶ εἰς ἀπόστασιν ἐκ τῆς Ὁμονοίας 13 χιλιομ. διατίθενται οἰκόπεδα εἰς ἀφαντάστως χαμηλὰς τιμὰς καὶ μὲ δόσεις. [14, 1439, 360, 1478]
prestcold-line3: ΚΡΕΟΠΩΛΕΙΑ ΕΣΤΙΑΤΟΡΙΑ ΖΑΧΑΡΟΠΛΑΣΤΕΙΑ κτλ [1367, 1130, 1556, 1164]
ship-schedule-item [382, 1171, 526, 1223]
orixi-title: Η ΣΥΓΚΕΝΤΡΩΣΙΣ ΟΡΥΖΗΣ [1164, 902, 1292, 914]
britain-dateline: ΛΟΝΔΙΝΟΝ, 4 (Ἴδ. ὑπηρ.). [1125, 87, 1234, 98]
ad-parker [541, 1118, 907, 1581]
dateline: ΠΑΡΙΣΙΟΙ, 4. (Ἴδ. ὑπηρ.). [392, 99, 495, 111]
naftalini-title: ΝΑΦΘΑΛΙΝΗ [1184, 1600, 1502, 1680]
kipoupolis-title: ΚΗΠΟΥΠΟΛΙΣ «Η ΠΑΛΛΗΝΗ» [67, 1396, 344, 1427]
lottery-line1: ΤΗΝ ΤΡΙΤΗΝ [665, 1604, 783, 1627]
h-prosklisis: ΠΡΟΣΚΛΗΣΙΣ ΥΠΟΨΗΦΙΩΝ ΥΠΟΤΡΟΦΩΝ [948, 1050, 1076, 1073]
anakoinosis-title: ΑΝΑΚΟΙΝΩΣΙΣ ΤΟΥ ΔΗΜΟΥ ΑΘΗΝΑΙΩΝ [23, 1612, 166, 1638]
prestcold-line4: Εὐκολίαι πληρωμῆς [1401, 1167, 1522, 1184]
headline-truman: Ο ΚΥΡΙΟΣ ΠΡΟΕΔΡΟΣ [45, 31, 530, 95]
prestcold-line5: «ΡΑΔΙΟΗΛΕΚΤΡΙΚΗ» [1387, 1187, 1536, 1205]
ship-schedule-item [382, 1287, 526, 1340]
ad-kipoupolis [6, 1385, 368, 1607]
kicker: ΤΟ ΒΙΒΛΙΟΝ ΠΟΥ ΑΝΕΣΤΑΤΩΣΕ ΤΗΝ ΑΜΕΡΙΚΗΝ [33, 8, 340, 23]
h-apergia: ΑΠΕΡΓΙΑ ΤΩΝ ΤΗΛΕΦΩΝΙΤΩΝ ΕΙΣ ΗΝΩΜΕΝΑΣ ΠΟΛΙΤΕΙΑΣ [931, 679, 1092, 702]
spy-part: 64ΟΝ [1328, 542, 1354, 554]
odisseus-text: Τὴν 12ην Ἀπριλίου ἡμέραν ΣΑΒΒΑΤΟΝ δημοπρασία εἰς τὰ Γραφεῖα ΟΔΙΣΕΥ Θεσσαλονίκης ἐκποιήσεις τὴν ἀγοράν: α) 27.000 σάκκων ζαχάρεως β) 22.500 τεμαχίων κενῶν σάκκων. [1123, 1926, 1559, 1949]
ad-lottery [541, 1589, 907, 1939]
lottery-line5: ΤΗΝ ΠΕΜΠΤΗΝ [644, 1803, 803, 1828]
ad-tameion [6, 1162, 368, 1379]
lottery-line3: ΕΘΝΙΚΟΥ [587, 1654, 860, 1719]
odisseus-line1: ΟΔΙΣΕΥΣ ΘΕΣΣΑΛΟΝΙΚΗΣ [1206, 1844, 1476, 1870]
tameion-signature: (Ἐκ τοῦ Ταμείου) [290, 1297, 360, 1309]
radio-cabinet-icon [14, 1075, 106, 1142]
problima-body: ΛΟΝΔΙΝΟΝ, 4 (Ἴδ. ὑπηρ.). Ἡ Διεθνὴς Οἰκονομικὴ Διάσκεψις τῆς Μόσχας συνεχίζει τὰς ἐργασίας της. Οἱ ἀντιπρόσωποι τῶν δυτικῶν χωρῶν ἐξέθεσαν τὰς ἀπόψεις των ἐπὶ τοῦ ζητήματος τῆς ἀναπτύξεως τῶν ἐμπορικῶν ἀνταλλαγῶν καὶ ἐτόνισαν ὅτι ἀπαιτεῖται ἡ ἄρσις τῶν περιορισμῶν. Ὁ ἐπικεφαλῆς τῆς σοβιετικῆς ἀντιπροσωπείας ἐδήλωσεν ὅτι ἡ Σοβιετικὴ Ἕνωσις εἶναι διατεθειμένη νὰ αὐξήσῃ τὰς ἀγορὰς βιομηχανικῶν προϊόντων ἐκ τῆς Δύσεως. Αἱ συζητήσεις συνεχίζονται καὶ ἀναμένεται ὅτι θὰ καταλήξουν εἰς συγκεκριμένας προτάσεις. [541, 920, 907, 1013]
tameion-title: ΤΟ ΤΑΜΕΙΟΝ ΑΣΦΑΛΙΣΕΩΣ ΞΕΝΟΔΟΧΟΥΠΑΛΛΗΛΩΝ [53, 1168, 321, 1216]
h-olympiakos: ΟΛΥΜΠΙΑΚΟΣ — ΠΑΟ 44—43 [943, 509, 1081, 521]
problima-text: ΛΟΝΔΙΝΟΝ, 4 (Ἴδ. ὑπηρ.). Ἡ Διεθνὴς Οἰκονομικὴ Διάσκεψις τῆς Μόσχας συνεχίζει τὰς ἐργασίας της. [541, 920, 658, 965]
ship-company: ΑΤΜΟΠΛΟΙΑ ΥΙΩΝ Γ. ΣΙΓΑΛΑ [382, 1228, 526, 1244]
kipoupolis-signature: Α. ΜΑΡΑΣΛΗΣ, ὁδὸς Δραγατσανίου 6γ (Πλατεία Κλαυθμῶνος. Τηλ. 22.889). [14, 1484, 324, 1496]
sports-kicker: ΑΘΛΗΤΙΚΗ ΚΙΝΗΣΙΣ [958, 8, 1066, 20]
h-niki: Η ΝΙΚΗ ΗΜΩΝ [977, 340, 1045, 352]
part-number: 20Η [178, 153, 196, 165]
h-aeda: ΑΕΔΑΝ — ΑΜΕΡΙΚΑΝΟΙ 12—0 [940, 299, 1083, 311]
germany-article-body: ΠΑΡΙΣΙΟΙ, 4. (Ἴδ. ὑπηρ.). Ἡ ἀπάντησις τῆς κυβερνήσεως τῆς Βόννης εἰς τὸ τελευταῖον σοβιετικὸν σημείωμα ἐπισημαίνει ὅτι ἡ Δυτ. Γερμανία ἐπιμένει εἰς τὴν διεξαγωγὴν ἐλευθέρων γενικῶν ἐκλογῶν ὑπὸ διεθνῆ ἔλεγχον, ὥστε νὰ ἀποκατασταθῇ ἡ ἑνότης τοῦ Γερμανικοῦ Κράτους. Ἡ γερμανικὴ κυβέρνησις δηλώνει ὅτι δὲν δύναται νὰ ἀποδεχθῇ λύσιν ἡ ὁποία δὲν θὰ ἐξασφαλίζῃ τὴν ἐλευθέραν ἔκφρασιν τῆς θελήσεως τοῦ γερμανικοῦ λαοῦ. Αἱ ἐκλογαὶ πρέπει νὰ διεξαχθοῦν ὑπὸ τὴν ἐποπτείαν ἐπιτροπῆς τῶν Ἡνωμένων Ἐθνῶν. Εἰς τοὺς κύκλους τῶν Δυτικῶν Δυνάμεων ἐκφράζεται ἡ γνώμη ὅτι τὸ σοβιετικὸν σημείωμα ἀποσκοπεῖ κυρίως εἰς τὴν παρεμπόδισιν τῆς ἐνσωματώσεως τῆς Δυτ. Γερμανίας εἰς τὸ σύστημα ἀμύνης τῆς Εὐρώπης. Ὁ Καγκελλάριος Ἀντενάουερ ἐτόνισεν ὅτι ἡ ἑνότης τῆς Γερμανίας δύναται νὰ ἐπιτευχθῇ μόνον ἐν ἐλευθερίᾳ καὶ ὅτι ἡ Βόννη θὰ συνεχίσῃ τὴν πολιτικὴν τῆς συνεργασίας μὲ τὰ δυτικὰ κράτη. Αἱ διαπραγματεύσεις διὰ τὴν σύμβασιν μεταξὺ τῶν τριῶν Δυτικῶν Δυνάμεων καὶ τῆς Δυτ. Γερμανίας συνεχίζονται εἰς τὴν Βόννην καὶ ἀναμένεται ὅτι θὰ περατωθοῦν ἐντὸς τοῦ μηνός. Εἰς τὸ Λονδῖνον καὶ τὴν Οὐάσιγκτων ἐπικρατεῖ ἡ ἀντίληψις ὅτι ἡ σοβιετικὴ πρότασις ἀποτελεῖ ἐλιγμὸν προπαγάνδας καὶ ὅτι ἡ ἀπάντησις τῆς Δύσεως θὰ εἶναι κοινή. Ὁ Γάλλος Ὑπουργὸς τῶν Ἐξωτερικῶν κ. Σουμὰν ἐδήλωσεν ὅτι ἡ Γαλλία τάσσεται ὑπὲρ τῆς ἐπανενώσεως ὑπὸ συνθήκας ἐλευθερίας καὶ ἀσφαλείας διὰ τὴν Εὐρώπην. [382, 99, 907, 269]
ship-detail: ΣΑΒΒΑΤΟΝ, 7 μ.μ., ΧΑΝΙΑ, ΡΕΘΥΜΝΟΝ, ΗΡΑΚΛΕΙΟΝ, ΡΕΘΥΜΝΟΝ, ΧΑΝΙΑ, ΠΕΙΡΑΙΑ. [391, 1117, 517, 1166]
ink-bottle-icon [549, 1256, 696, 1472]
date-line: 22 Μαΐου 1945. [16, 481, 83, 493]
naftalini-name: Ι. Γ. ΒΑΓΕΝΑ [1243, 1714, 1439, 1767]
lottery-line4: ΛΑΧΕΙΟΥ [590, 1720, 857, 1785]
subsub: ΑΠΟΡΡΗΤΑ ΕΓΓΡΑΦΑ ΚΑΙ ΠΡΩΤΟΦΑΝΗ ΠΑΡΑΣΚΗΝΙΑ ΚΑΙ ΣΥΝΟΜΙΛΙΑΙ ΜΕ ΤΟΥΣ ΜΕΓΑΛΟΥΣ ΗΓΕΤΑΣ [15, 127, 359, 150]
parker-bullet2: ● Ἐπίσης κατάλληλο γιὰ ὅλους τοὺς τύπους Στυλογράφων. [549, 1214, 834, 1248]
meeting-text: Εἰς τὸ γήπεδον τοῦ Νέου Φαλήρου θὰ διεξαχθῇ σήμερον ἡ συνάντησις Ἐθνικοῦ — Προοδευτικῆς. [921, 56, 1102, 89]
naftalini-pharmacy: ΦΑΡΜΑΚΕΙΟΝ [1286, 1698, 1396, 1716]
egkainia-title: ΕΓΚΑΙΝΙΑ ΣΧΟΛΕΙΩΝ [1178, 945, 1278, 957]
sports-body: Εἰς τὸ γήπεδον τοῦ Νέου Φαλήρου θὰ διεξαχθῇ σήμερον ἡ συνάντησις Ἐθνικοῦ — Προοδευτικῆς. Ἡ συνάντησις ἀναμένεται ὅτι θὰ συγκεντρώσῃ μεγάλον ἀριθμὸν φιλάθλων, δεδομένου ὅτι ἀμφότεραι αἱ ὁμάδες διεκδικοῦν τὴν πρώτην θέσιν τῆς βαθμολογίας. ΤΟ 3 ΗΜΕΡΗΣΙΟΝ ΠΛΑΣΚΕΤ Σήμερον τὸ ἀπόγευμα εἰς τὸ γήπεδον τοῦ Παναθηναϊκοῦ θὰ διεξαχθοῦν οἱ ἀγῶνες καλαθοσφαιρίσεως τοῦ τριημέρου. ΑΘΛΗΤΙΚΗ ΗΧΡΑΣ Εἰς τὸ Γυμναστήριον τοῦ Ἐθνικοῦ διεξήχθησαν οἱ ἀγῶνες ἀρσεως βαρῶν μὲ μεγάλην ἐπιτυχίαν. ΕΛΛΗΝΟΑΜΕΡΙΚΑΝΙΚΟΣ ΑΓΩΝ Σήμερον θὰ διεξαχθῇ ὁ ἀγὼν μεταξὺ τῆς ὁμάδος τοῦ Στρατοῦ καὶ τῆς ἀμερικανικῆς ἀποστολῆς. ΑΕΔΑΝ — ΑΜΕΡΙΚΑΝΟΙ 12—0 Εἰς τὸ γήπεδον τῆς Λεωφόρου ἡ ΑΕΔΑΝ ἐνίκησε τοὺς Ἀμερικανοὺς μὲ 12—0. Η ΝΙΚΗ ΗΜΩΝ Ἀπεφασίσθη χθὲς εἰς τὴν ΕΠΟ νὰ μεταβῇ ἡ Ἐθνικὴ ὁμὰς εἰς τὸ ἐξωτερικὸν πρὸς διεξαγωγὴν φιλικῶν ἀγώνων. Ο ΠΑΝΕΛΛΗΝΙΟΣ ΕΙΣ ΑΛΕΞΑΝΔΡΟΥΠΟΛΙΝ Ὁ Πανελλήνιος μεταβαίνει εἰς Ἀλεξανδρούπολιν ὅπου θὰ διεξαγάγῃ δύο φιλικοὺς ἀγῶνας. ΛΕΥΘΕΡΙΟΝ ΘΑΝΕΙ Ο ΕΡΙΒΡΟΣ ΑΣΤΗΡ Κατὰ πληροφορίας ἐκ Βελιγραδίου ὁ γνωστὸς ἀθλητὴς θὰ λάβῃ μέρος εἰς τοὺς ἀγῶνας. ΟΛΥΜΠΙΑΚΟΣ — ΠΑΟ 44—43 Εἰς τὸν ἀγῶνα καλαθοσφαιρίσεως ὁ Ὀλυμπιακὸς ἐνίκησε τὸν Παναθηναϊκὸν μὲ 44—43. [921, 56, 1102, 558]
ship-detail: ΣΑΒΒΑΤΟΝ, 7 μ.μ. ΣΥΡΟΝ, ΤΗΝΟΝ, ΜΥΚΟΝΟΝ, ΙΚΑΡΙΑΝ, ΣΑΜΟΝ. [392, 1186, 516, 1223]
quink-bottle-label: Quink [611, 1395, 668, 1417]
ad-naftalini [1115, 1597, 1567, 1831]
column-sports: ΑΘΛΗΤΙΚΗ ΚΙΝΗΣΙΣ Η ΣΗΜΕΡΙΝΗ ΣΥΝΑΝΤΗΣΙΣ ΕΘΝΙΚΟΥ - ΠΡΟΟΔΕΥΤΙΚΗΣ Εἰς τὸ γήπεδον τοῦ Νέου Φαλήρου θὰ διεξαχθῇ σήμερον ἡ συνάντησις Ἐθνικοῦ — Προοδευτικῆς. Ἡ συνάντησις ἀναμένεται ὅτι θὰ συγκεντρώσῃ μεγάλον ἀριθμὸν φιλάθλων, δεδομένου ὅτι ἀμφότεραι αἱ ὁμάδες διεκδικοῦν τὴν πρώτην θέσιν τῆς βαθμολογίας. ΤΟ 3 ΗΜΕΡΗΣΙΟΝ ΠΛΑΣΚΕΤ Σήμερον τὸ ἀπόγευμα εἰς τὸ γήπεδον τοῦ Παναθηναϊκοῦ θὰ διεξαχθοῦν οἱ ἀγῶνες καλαθοσφαιρίσεως τοῦ τριημέρου. ΑΘΛΗΤΙΚΗ ΗΧΡΑΣ Εἰς τὸ Γυμναστήριον τοῦ Ἐθνικοῦ διεξήχθησαν οἱ ἀγῶνες ἀρσεως βαρῶν μὲ μεγάλην ἐπιτυχίαν. ΕΛΛΗΝΟΑΜΕΡΙΚΑΝΙΚΟΣ ΑΓΩΝ Σήμερον θὰ διεξαχθῇ ὁ ἀγὼν μεταξὺ τῆς ὁμάδος τοῦ Στρατοῦ καὶ τῆς ἀμερικανικῆς ἀποστολῆς. ΑΕΔΑΝ — ΑΜΕΡΙΚΑΝΟΙ 12—0 Εἰς τὸ γήπεδον τῆς Λεωφόρου ἡ ΑΕΔΑΝ ἐνίκησε τοὺς Ἀμερικανοὺς μὲ 12—0. Η ΝΙΚΗ ΗΜΩΝ Ἀπεφασίσθη χθὲς εἰς τὴν ΕΠΟ νὰ μεταβῇ ἡ Ἐθνικὴ ὁμὰς εἰς τὸ ἐξωτερικὸν πρὸς διεξαγωγὴν φιλικῶν ἀγώνων. Ο ΠΑΝΕΛΛΗΝΙΟΣ ΕΙΣ ΑΛΕΞΑΝΔΡΟΥΠΟΛΙΝ Ὁ Πανελλήνιος μεταβαίνει εἰς Ἀλεξανδρούπολιν ὅπου θὰ διεξαγάγῃ δύο φιλικοὺς ἀγῶνας. ΛΕΥΘΕΡΙΟΝ ΘΑΝΕΙ Ο ΕΡΙΒΡΟΣ ΑΣΤΗΡ Κατὰ πληροφορίας ἐκ Βελιγραδίου ὁ γνωστὸς ἀθλητὴς θὰ λάβῃ μέρος εἰς τοὺς ἀγῶνας. ΟΛΥΜΠΙΑΚΟΣ — ΠΑΟ 44—43 Εἰς τὸν ἀγῶνα καλαθοσφαιρίσεως ὁ Ὀλυμπιακὸς ἐνίκησε τὸν Παναθηναϊκὸν μὲ 44—43. ΟΙ ΕΓΚΑΤΑΣΤΑΣΕΙΣ ΔΙΚΤΥΟΝ ΠΟΛΙΤΙΚΗΣ ΑΣΤΥΝΟΜΙΑΣ ΤΗΣ ΔΥΤΙΚΗΣ ΓΕΡΜΑΝΙΑΣ ΛΟΝΔΙΝΟΝ, 4. Αἱ ἀρχαὶ τῆς Δυτικῆς Γερμανίας ἀνεκοίνωσαν τὴν ὀργάνωσιν δικτύου πολιτικῆς ἀστυνομίας διὰ τὴν ἀντιμετώπισιν τῆς κομμουνιστικῆς δράσεως. Αἱ ἐγκαταστάσεις θὰ λειτουργοῦν ὑπὸ τὸν ἔλεγχον τῶν ὁμοσπονδιακῶν ἀρχῶν. ΑΠΕΡΓΙΑ ΤΩΝ ΤΗΛΕΦΩΝΙΤΩΝ ΕΙΣ ΗΝΩΜΕΝΑΣ ΠΟΛΙΤΕΙΑΣ ΟΥΑΣΙΓΚΤΩΝ, 4. Οἱ τηλεφωνηταὶ εἰς πολλὰς πολιτείας ἐκήρυξαν ἀπεργίαν ζητοῦντες αὔξησιν ἡμερομισθίων. Αἱ ἐπικοινωνίαι ἔχουν διαταραχθῆ εἰς πολλὰς πόλεις. Η ΧΡΕΩΣΙΣ ΤΩΝ ΑΝΑΙΡΕΣΕΩΝ ΤΩΝ ΘΑΝΑΤΩΝ ΠΟΛΙΤΩΝ Ἡ ἀρμοδία ἐπιτροπὴ ἐξετάζει τὰς αἰτήσεις τῶν οἰκογενειῶν διὰ τὴν χορήγησιν ἀποζημιώσεων. ΔΙΟΤΙ ΚΑΤΕΣΧΕΘΗΣΑΝ ΠΡΩΤΟΣΚΛΗΣΕΙΣ Κατεσχέθησαν χθὲς ὑπὸ τῆς Ἀστυνομίας εἴδη τὰ ὁποῖα εἶχον εἰσαχθῆ παρανόμως. ΔΙΑΚΟΜΙΔΗ ΖΑΧΑΡΕΩΣ Ὁ Ὀργανισμὸς Ἐφοδιασμοῦ ἀνακοινοῖ τὴν διανομὴν ζαχάρεως εἰς τὰ παντοπωλεῖα. ΠΙΚΡΑΓΓΟΥΡΙΑ Διατίθεται ὑγιεινὴ πικραγγουρία. Τιμαὶ λογικαί. ΔΗΜΟΠΡΑΣΙΑ ΠΩΛΗΣΕΩΣ ΞΥΛΕΙΑΣ Τὴν 30ὴν Ἀπριλίου 1952 ἡμέραν Τετάρτην καὶ ὥραν 11—12 π.μ. θὰ ἐνεργηθῇ δημοπρασία πρὸς πώλησιν ξυλείας. ΜΕΤΟΧΙΚΟΝ ΤΑΜΕΙΟΝ ΠΟΛΙΤΙΚΩΝ ΥΠΑΛΛΗΛΩΝ ΠΡΟΣΚΛΗΣΙΣ ΥΠΟΨΗΦΙΩΝ ΥΠΟΤΡΟΦΩΝ Καλοῦνται οἱ ἐνδιαφερόμενοι ὅπως ὑποβάλουν τὰ δικαιολογητικά των μέχρι τῆς 20ῆς Ἀπριλίου εἰς τὰ γραφεῖα τοῦ Ἱδρύματος. Αἱ ὑποτροφίαι θὰ χορηγηθοῦν κατόπιν διαγωνισμοῦ. [921, 8, 1102, 1131]
radio-pallas-title: ΡΑΔΙΟΦΩΝΑ ΠΙΚ-ΑΠ ΨΥΓΕΙΑ ΠΑΓΟΥ ΜΕ ΔΟΣΕΙΣ [15, 1921, 359, 1938]
headline-britain: Η Μ. ΒΡΕΤΑΝΙΑ ΕΠΙΖΗΤΕΙ ΝΑ ΠΑΡΑΣΧΗ ΤΗΝ ΒΑΣΙΝ ΣΤΕΡΕΑΣ ΟΙΚΟΝΟΜΙΚΗΣ ΑΝΕΞΑΡΤΗΣΙΑΣ ΕΙΣ ΤΑ ΚΡΑΤΗ ΤΗΣ Μ. ΑΝΑΤΟΛΗΣ ΔΙΑΣΦΑΛΙΖΟΥΣΗΣ ΠΛΗΡΩΣ ΤΗΝ ΕΘΝΙΚΗΝ ΤΩΝ ΑΚΕΡΑΙΟΤΗΤΑ [1118, 10, 1564, 59]
efodia-title: ΕΦΟΔΙΑ ΕΙΣΑΧΘΕΝΤΑ ΠΡΟ ΤΡΙΕΤΙΑΣ ΑΞΙΑΣ 7 ΔΙΣΕΚΑΤ. ΔΙΑ ΤΟΝ ΕΞΟΠΛΙΣΜΟΝ ΤΩΝ ΕΛΛΗΝΙΚΩΝ ΞΕΝΟΔΟΧΕΙΩΝ ΕΥΡΕΘΗΣΑΝ ΕΓΚΑΤΑΛΕΛΕΙΜΜΕΝΑ ΠΑΡΑ ΤΟ ΔΑΦΝΙ [541, 349, 907, 396]
hippo-body: Εἰς τὴν πρώτην τῶν σήμερον ἱπποδρομιῶν, αἱ ὁποῖαι θὰ διεξαχθοῦν εἰς τὸ Φάληρον, θὰ λάβουν μέρος οἱ ἵπποι... Εἰς τὴν δευτέραν κούρσαν θὰ τρέξουν οἱ Φοῖβος, Ἀστὴρ, Κεραυνὸς καὶ Λευκοθέα. Φαβορὶ θεωρεῖται ὁ Φοῖβος, ὁ ὁποῖος ἐνίκησεν εἰς τὴν προηγουμένην ἱπποδρομίαν. Ἡ ἀπόστασις τῆς κούρσας εἶναι 1.400 μέτρα. Εἰς τὴν τρίτην κούρσαν, διὰ ἵππους ἀραβικῆς φυλῆς, θὰ λάβουν μέρος ὁ Σουλτάν, ὁ Ἀχμὲτ καὶ ἡ Ζαΐρα. Ἡ κούρσα προβλέπεται ἐνδιαφέρουσα λόγῳ τῆς ἰσορροπίας δυνάμεων. Εἰς τὴν τετάρτην κούρσαν, τὴν σπουδαιοτέραν τῆς ἡμέρας, θὰ συναντηθοῦν οἱ καλύτεροι ἵπποι τῆς περιόδου. Οἱ εἰδικοὶ προτιμοῦν τὸν Ἄργον καὶ τὴν Ἀθηνᾶν. Εἰς τὴν πέμπτην κούρσαν ἀναμένεται νίκη τοῦ Ἔσπερου, ὁ ὁποῖος εὑρίσκεται εἰς ἀρίστην φόρμαν. Ἀντίπαλοί του θὰ εἶναι ὁ Ἀλκιβιάδης καὶ ὁ Θησεύς. Εἰς τὴν ἕκτην κούρσαν θὰ τρέξουν νεαροὶ ἵπποι διὰ πρώτην φοράν. Τὸ κοινὸν ἀναμένει μὲ ἐνδιαφέρον τὴν ἐμφάνισιν τοῦ Νεάρχου. Εἰς τὴν ἑβδόμην καὶ τελευταίαν κούρσαν θὰ λάβουν μέρος οἱ ἵπποι Πήγασος, Ζέφυρος, Ὠκεανὸς καὶ Ἥρα. Ὁ Πήγασος θεωρεῖται ὡς ὁ πιθανώτερος νικητής. Αἱ ἱπποδρομίαι θὰ ἀρχίσουν εἰς τὰς 2 μ.μ. ἀκριβῶς. Τὰ ταμεῖα τοῦ ἱπποδρόμου θὰ λειτουργοῦν ἀπὸ τῆς 12ης μεσημβρινῆς. [382, 442, 526, 911]
